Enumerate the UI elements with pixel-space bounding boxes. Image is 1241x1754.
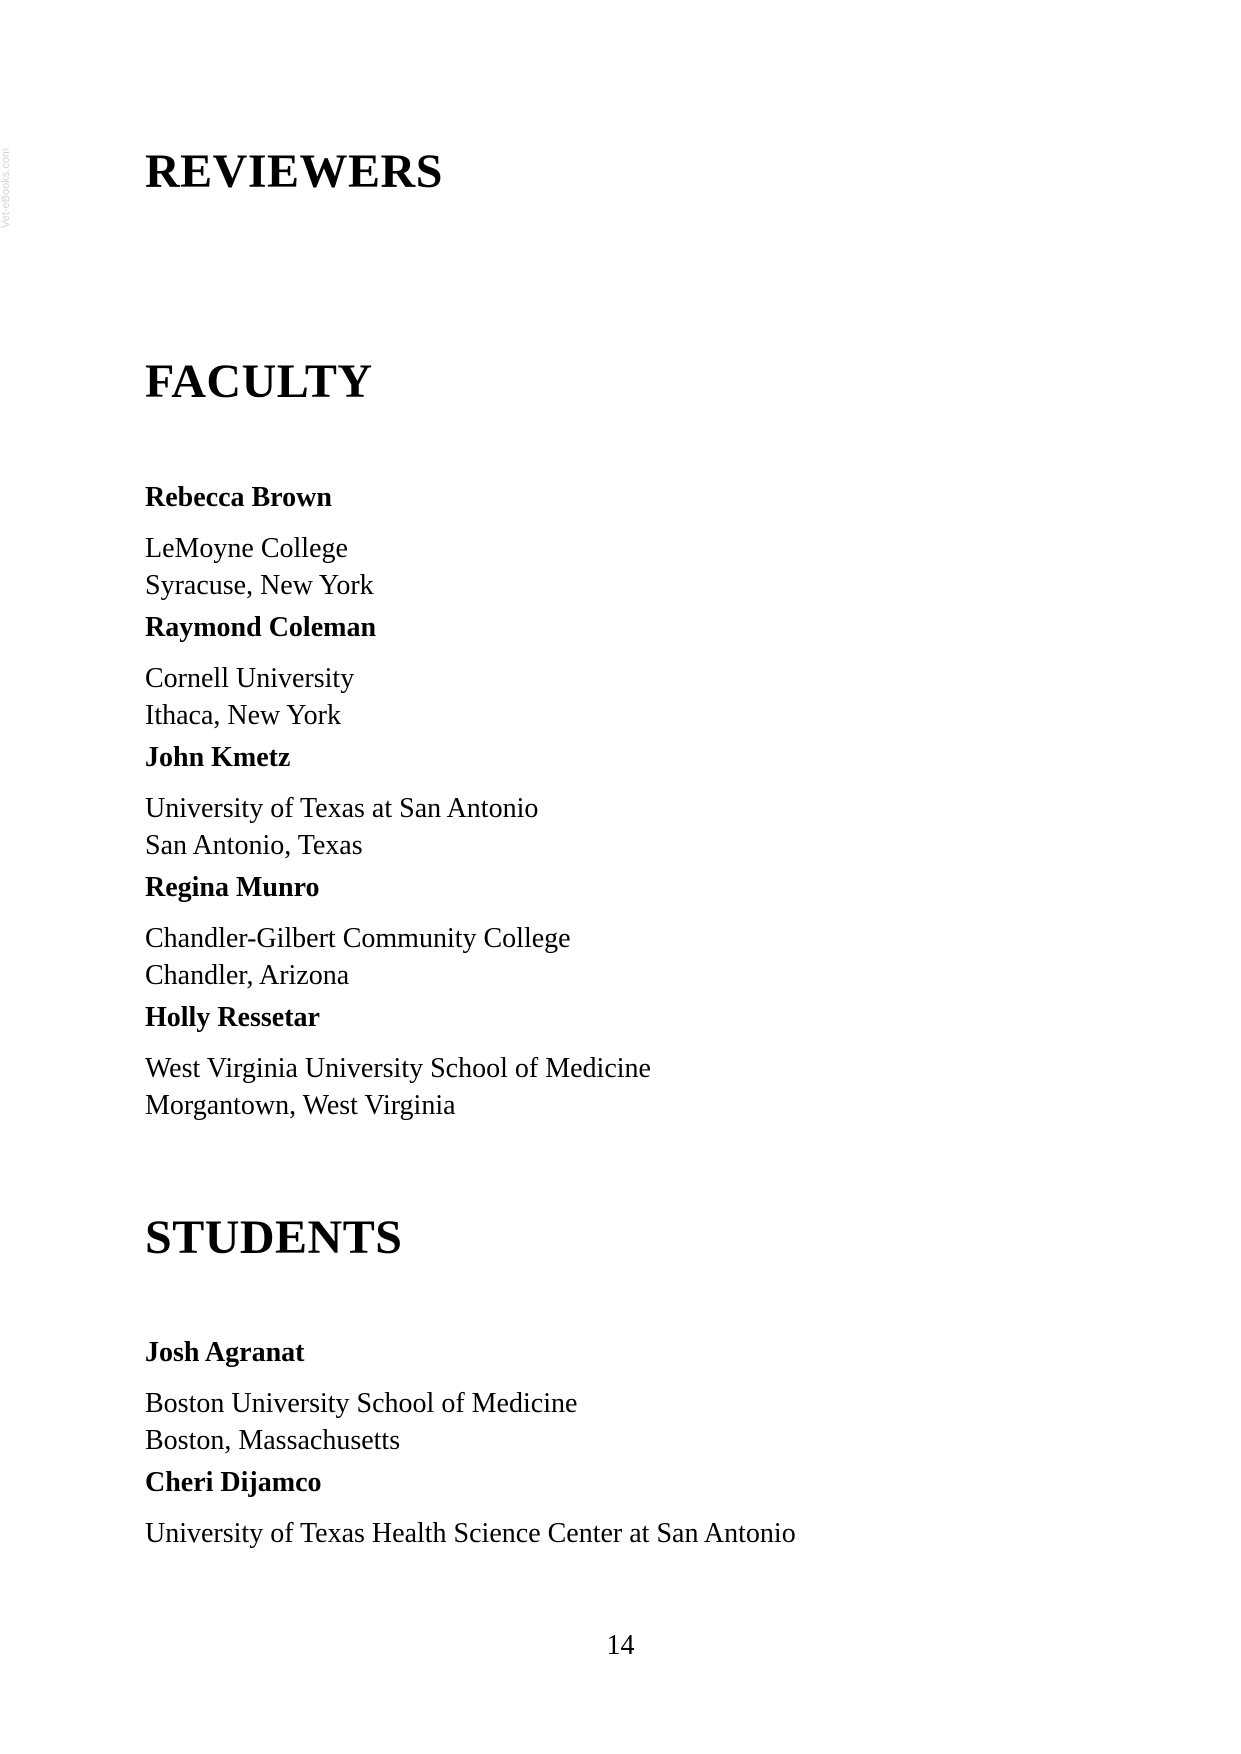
- page-number-text: 14: [606, 1630, 635, 1661]
- reviewer-location: Morgantown, West Virginia: [145, 1090, 456, 1121]
- reviewer-name: Rebecca Brown: [145, 482, 332, 513]
- students-list: [145, 1337, 796, 1560]
- reviewer-institution: Boston University School of Medicine: [145, 1388, 578, 1419]
- reviewer-name: Holly Ressetar: [145, 1002, 320, 1033]
- reviewer-institution: LeMoyne College: [145, 533, 348, 564]
- section-heading-faculty: FACULTY: [145, 355, 373, 408]
- reviewer-entry: [145, 1467, 796, 1552]
- reviewer-institution: West Virginia University School of Medicine: [145, 1053, 651, 1084]
- page-title: REVIEWERS: [145, 145, 443, 198]
- reviewer-name: Josh Agranat: [145, 1337, 305, 1368]
- page-number: [0, 1630, 1241, 1662]
- reviewer-location: San Antonio, Texas: [145, 830, 363, 861]
- reviewer-location: Chandler, Arizona: [145, 960, 350, 991]
- reviewer-institution: Cornell University: [145, 663, 355, 694]
- reviewer-name: Raymond Coleman: [145, 612, 377, 643]
- reviewer-name: Cheri Dijamco: [145, 1467, 322, 1498]
- reviewer-name: John Kmetz: [145, 742, 291, 773]
- faculty-list: [145, 482, 651, 1132]
- reviewer-entry: [145, 612, 651, 734]
- reviewer-entry: [145, 742, 651, 864]
- section-heading-students: STUDENTS: [145, 1211, 403, 1264]
- reviewer-entry: [145, 482, 651, 604]
- reviewer-entry: [145, 872, 651, 994]
- reviewer-institution: University of Texas at San Antonio: [145, 793, 539, 824]
- reviewer-location: Ithaca, New York: [145, 700, 341, 731]
- reviewer-entry: [145, 1337, 796, 1459]
- reviewer-location: Boston, Massachusetts: [145, 1425, 401, 1456]
- reviewer-name: Regina Munro: [145, 872, 320, 903]
- reviewer-location: Syracuse, New York: [145, 570, 374, 601]
- reviewer-entry: [145, 1002, 651, 1124]
- reviewer-institution: University of Texas Health Science Center at San Antonio: [145, 1518, 796, 1549]
- reviewer-institution: Chandler-Gilbert Community College: [145, 923, 571, 954]
- watermark: Vet-eBooks.com: [0, 147, 12, 228]
